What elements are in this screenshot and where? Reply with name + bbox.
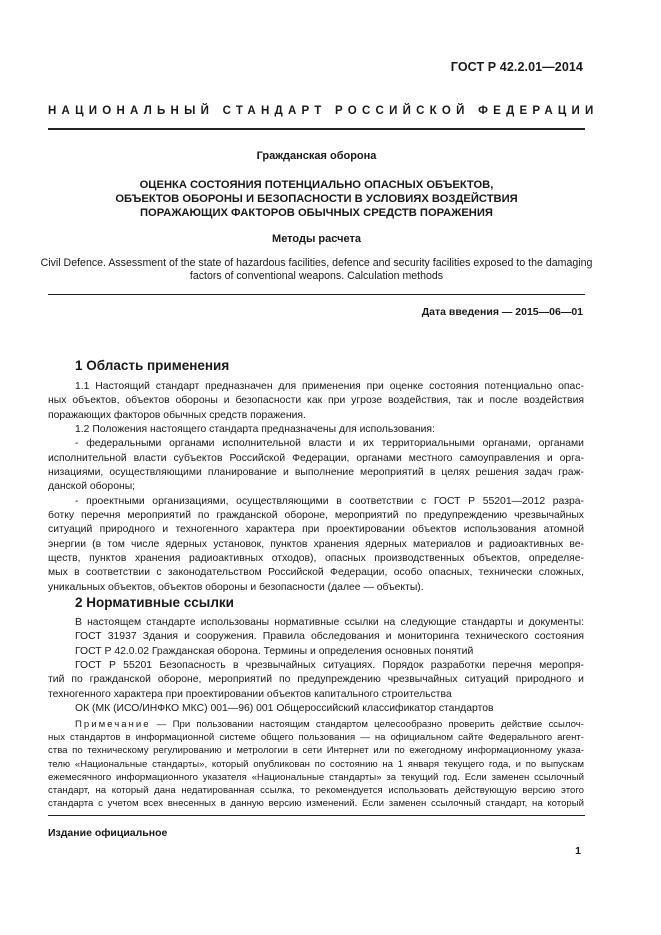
text-line: 1.1 Настоящий стандарт предназначен для применения при оценке состояния потенциально опас-	[75, 381, 584, 392]
text-line: уникальных объектов, объектов обороны и безопасности (далее — объекты).	[48, 581, 424, 593]
document-title	[48, 178, 585, 220]
official-edition-label: Издание официальное	[48, 827, 168, 839]
text-line: ГОСТ Р 55201 Безопасность в чрезвычайных ситуациях. Порядок разработки перечня меропря-	[75, 660, 584, 672]
note-line: стандарта с учетом всех внесенных в данную версию изменений. Если заменен ссылочный стандарт, на который	[48, 798, 584, 810]
title-line: ОБЪЕКТОВ ОБОРОНЫ И БЕЗОПАСНОСТИ В УСЛОВИЯХ ВОЗДЕЙСТВИЯ	[115, 193, 518, 205]
text-line: ных объектов, объектов обороны и безопасности как при угрозе воздействия, так и после воздействия	[48, 395, 584, 407]
text-line: ГОСТ Р 42.0.02 Гражданская оборона. Термины и определения основных понятий	[75, 645, 474, 657]
note-line: ежемесячного информационного указателя «Национальные стандарты» за текущий год. Если заменен ссылочный	[48, 771, 584, 783]
text-line: мых в соответствии с законодательством Российской Федерации, особо опасных, технически сложных,	[48, 567, 584, 579]
english-title-line: Civil Defence. Assessment of the state of hazardous facilities, defence and security facilities exposed to the damaging	[40, 257, 593, 269]
text-line: поражающих факторов обычных средств поражения.	[48, 409, 306, 421]
text-line: ботку перечня мероприятий по гражданской обороне, мероприятий по предупреждению чрезвычайных	[48, 510, 584, 522]
text-line: ГОСТ 31937 Здания и сооружения. Правила обследования и мониторинга технического состояния	[75, 631, 584, 643]
section-1-body	[48, 380, 584, 595]
section-2-heading: 2 Нормативные ссылки	[75, 595, 234, 610]
english-title	[40, 257, 593, 283]
references-note	[48, 718, 584, 810]
footer-rule	[48, 815, 585, 816]
note-line: телю «Национальные стандарты», который опубликован по состоянию на 1 января текущего года, и по выпускам	[48, 758, 584, 770]
national-standard-banner: НАЦИОНАЛЬНЫЙ СТАНДАРТ РОССИЙСКОЙ ФЕДЕРАЦИИ	[48, 105, 599, 117]
page-number: 1	[575, 845, 581, 857]
text-line: - проектными организациями, осуществляющими в соответствии с ГОСТ Р 55201—2012 разра-	[75, 495, 584, 507]
text-line: 1.2 Положения настоящего стандарта предназначены для использования:	[75, 424, 435, 436]
title-line: ОЦЕНКА СОСТОЯНИЯ ПОТЕНЦИАЛЬНО ОПАСНЫХ ОБЪЕКТОВ,	[139, 179, 494, 191]
note-line: ства по техническому регулированию и метрологии в сети Интернет или по ежегодному информационному указа-	[48, 745, 584, 757]
note-text: — При пользовании настоящим стандартом целесообразно проверить действие ссылоч-	[156, 719, 584, 730]
english-title-line: factors of conventional weapons. Calculation methods	[189, 270, 444, 282]
document-code: ГОСТ Р 42.2.01—2014	[450, 60, 583, 74]
text-line: тий по гражданской обороне, мероприятий по предупреждению чрезвычайных ситуаций природного и	[48, 674, 584, 686]
text-line: - федеральными органами исполнительной власти и их территориальными органами, органами	[75, 438, 584, 450]
text-line: В настоящем стандарте использованы нормативные ссылки на следующие стандарты и документы:	[75, 617, 584, 628]
standard-series: Гражданская оборона	[256, 150, 377, 162]
note-line: ных стандартов в информационной системе общего пользования — на официальном сайте Федерального агент-	[48, 732, 584, 744]
text-line: данской обороны;	[48, 481, 136, 493]
text-line: низациями, осуществляющими планирование и выполнение мероприятий в целях решения задач граж-	[48, 467, 584, 479]
text-line: ществ, пунктов хранения радиоактивных отходов), опасных производственных объектов, определяе-	[48, 553, 584, 565]
text-line: энергии (в том числе ядерных установок, пунктов хранения ядерных материалов и радиоактивных ве-	[48, 538, 584, 550]
document-subtitle: Методы расчета	[272, 233, 361, 245]
text-line: техногенного характера при проектировании объектов капитального строительства	[48, 688, 452, 700]
note-label: Примечание	[75, 719, 151, 730]
text-line: ситуаций природного и техногенного характера при проектировании объектов использования атомной	[48, 524, 584, 536]
banner-rule	[48, 128, 585, 130]
text-line: исполнительной власти субъектов Российской Федерации, органами местного самоуправления и орга-	[48, 452, 584, 464]
text-line: ОК (МК (ИСО/ИНФКО МКС) 001—96) 001 Общероссийский классификатор стандартов	[75, 703, 494, 715]
note-line	[48, 718, 584, 731]
title-block-rule	[48, 294, 585, 295]
section-2-body	[48, 616, 584, 716]
section-1-heading: 1 Область применения	[75, 358, 230, 373]
note-line: стандарт, на который дана недатированная ссылка, то рекомендуется использовать действующую версию этого	[48, 784, 584, 796]
title-line: ПОРАЖАЮЩИХ ФАКТОРОВ ОБЫЧНЫХ СРЕДСТВ ПОРАЖЕНИЯ	[140, 207, 493, 219]
introduction-date: Дата введения — 2015—06—01	[421, 306, 583, 318]
